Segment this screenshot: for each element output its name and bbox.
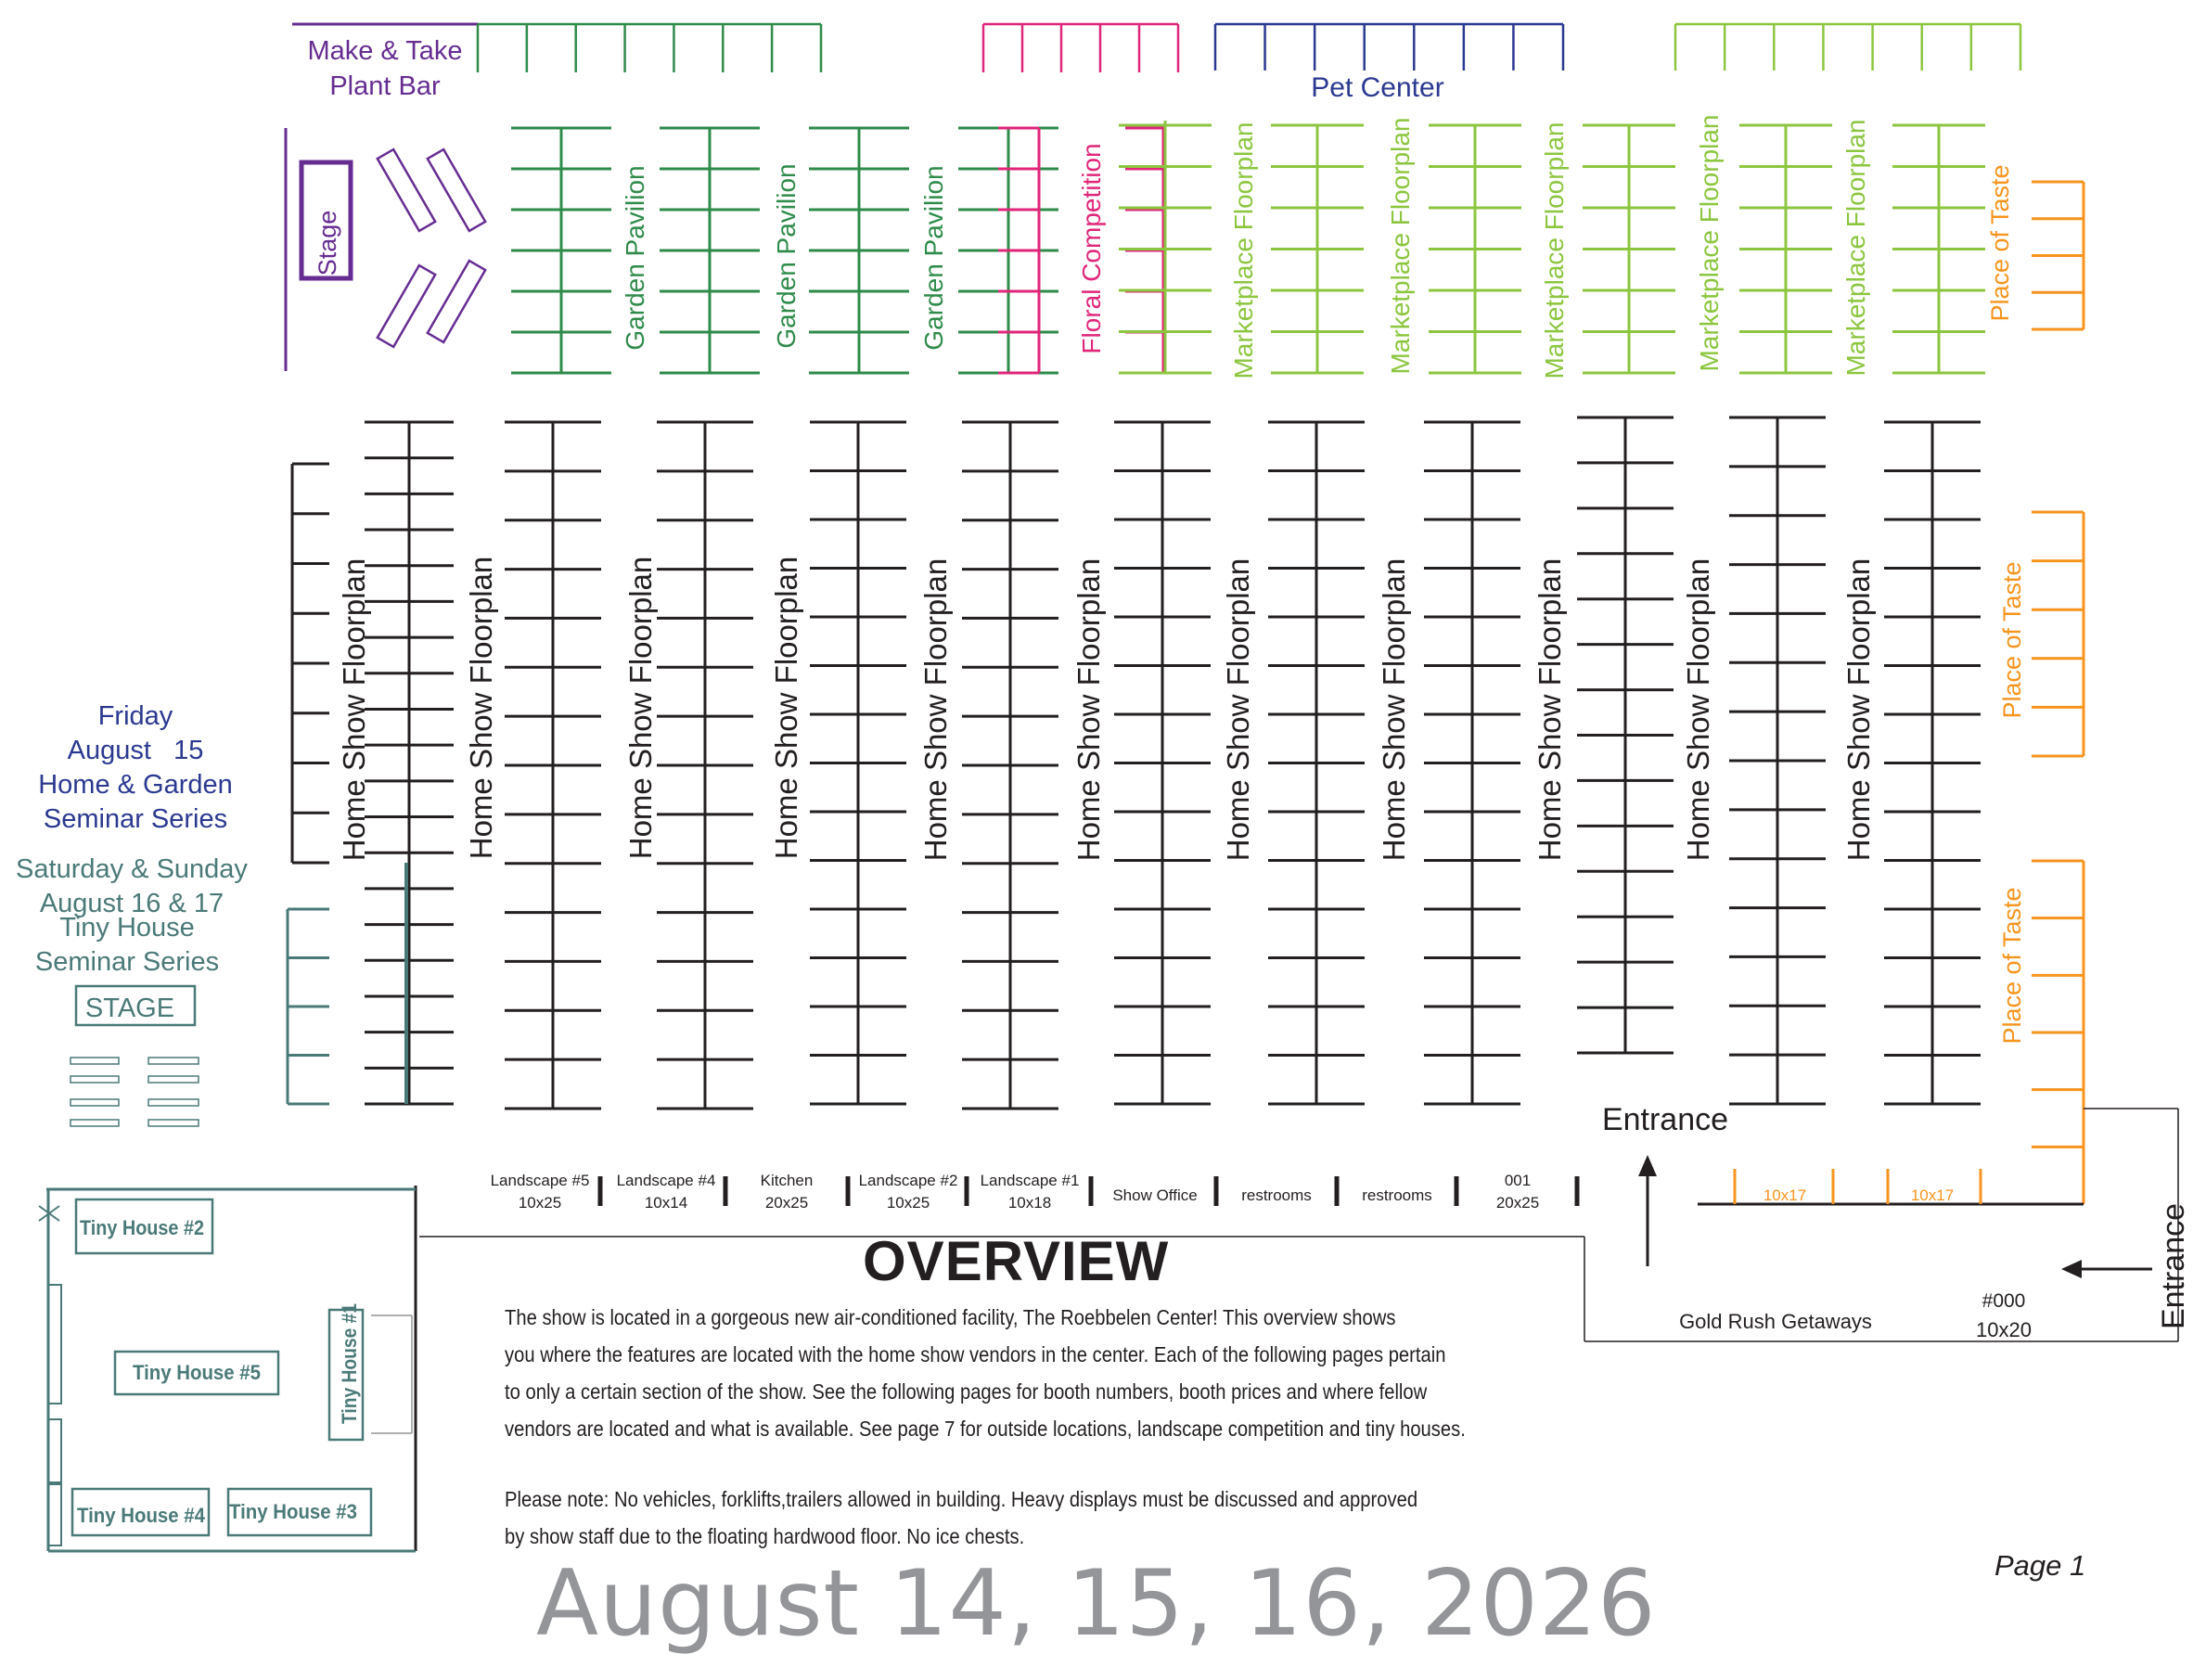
tiny-house-5-label: Tiny House #5 <box>133 1361 261 1384</box>
booth-outline <box>148 1099 199 1106</box>
place-of-taste-label: Place of Taste <box>1998 887 2026 1045</box>
home-show-floorplan-label: Home Show Floorplan <box>337 558 371 862</box>
home-show-floorplan-label: Home Show Floorplan <box>1533 558 1567 862</box>
home-show-floorplan-label: Home Show Floorplan <box>1681 558 1715 862</box>
booth-outline <box>48 1285 61 1404</box>
bottom-booth-name: Show Office <box>1112 1186 1198 1204</box>
friday-line-2: August 15 <box>67 736 204 765</box>
booth-outline <box>71 1076 119 1083</box>
place-of-taste-label: Place of Taste <box>1998 561 2026 719</box>
stage-label: Stage <box>314 210 341 276</box>
make-take-label-1: Make & Take <box>307 36 463 66</box>
booth-outline <box>48 1419 61 1482</box>
entrance-arrow-left <box>2061 1260 2082 1278</box>
bottom-booth-name: Landscape #2 <box>858 1172 958 1189</box>
booth-outline <box>71 1099 119 1106</box>
marketplace-floorplan-label: Marketplace Floorplan <box>1386 117 1415 375</box>
friday-line-1: Friday <box>97 701 173 731</box>
booth-outline <box>378 265 435 347</box>
gold-rush-number: #000 <box>1982 1290 2026 1312</box>
entrance-arrow-up <box>1638 1155 1657 1176</box>
booth-outline <box>378 149 435 231</box>
booth-outline <box>71 1120 119 1126</box>
pet-center-label: Pet Center <box>1311 72 1444 103</box>
taste-small-1: 10x17 <box>1763 1186 1807 1204</box>
overview-title: OVERVIEW <box>863 1230 1170 1292</box>
place-of-taste-label: Place of Taste <box>1986 164 2014 322</box>
home-show-floorplan-label: Home Show Floorplan <box>1841 558 1876 862</box>
overview-line: by show staff due to the floating hardwood floor. No ice chests. <box>505 1524 1025 1548</box>
overview-paragraph-2 <box>505 1481 1418 1555</box>
page-number: Page 1 <box>1994 1549 2086 1582</box>
tiny-house-4-label: Tiny House #4 <box>77 1504 206 1527</box>
marketplace-floorplan-label: Marketplace Floorplan <box>1841 119 1870 377</box>
booth-outline <box>148 1120 199 1126</box>
home-show-floorplan-label: Home Show Floorplan <box>769 556 803 860</box>
overview-line: Please note: No vehicles, forklifts,trailers allowed in building. Heavy displays must be discussed and approved <box>505 1487 1418 1511</box>
booth-outline <box>428 149 485 231</box>
bottom-booth-size: 20x25 <box>1495 1194 1540 1212</box>
bottom-booth-name: restrooms <box>1241 1186 1312 1204</box>
tiny-seminar-line-2: Seminar Series <box>34 947 220 977</box>
floral-competition-label: Floral Competition <box>1077 143 1106 354</box>
marketplace-floorplan-label: Marketplace Floorplan <box>1229 122 1258 379</box>
make-take-label-2: Plant Bar <box>329 71 441 101</box>
weekend-line-2: August 16 & 17 <box>39 889 224 918</box>
booth-outline <box>48 1484 61 1545</box>
stage2-label: STAGE <box>84 994 175 1023</box>
taste-small-2: 10x17 <box>1910 1186 1955 1204</box>
overview-line: to only a certain section of the show. See the following pages for booth numbers, booth prices and where fellow <box>505 1379 1428 1404</box>
home-show-floorplan-label: Home Show Floorplan <box>918 558 953 862</box>
bottom-booth-size: 10x25 <box>886 1194 930 1212</box>
home-show-floorplan-label: Home Show Floorplan <box>1377 558 1411 862</box>
show-dates: August 14, 15, 16, 2026 <box>536 1551 1657 1657</box>
entrance-bottom-label: Entrance <box>1601 1102 1729 1137</box>
bottom-booth-name: Landscape #4 <box>616 1172 716 1189</box>
bottom-booth-name: restrooms <box>1362 1186 1432 1204</box>
home-show-floorplan-label: Home Show Floorplan <box>464 556 498 860</box>
garden-pavilion-label: Garden Pavilion <box>621 165 649 351</box>
section-labels <box>337 114 2026 1044</box>
gold-rush-name: Gold Rush Getaways <box>1679 1310 1872 1333</box>
tiny-seminar-line-1: Tiny House <box>59 913 195 943</box>
bottom-booth-size: 10x25 <box>518 1194 562 1212</box>
home-show-floorplan-label: Home Show Floorplan <box>623 556 658 860</box>
marketplace-floorplan-label: Marketplace Floorplan <box>1540 122 1569 379</box>
garden-pavilion-label: Garden Pavilion <box>772 163 801 349</box>
overview-body <box>505 1299 1466 1555</box>
tiny-house-3-label: Tiny House #3 <box>229 1500 357 1523</box>
bottom-booth-name: 001 <box>1504 1172 1532 1189</box>
entrance-right-label: Entrance <box>2156 1202 2191 1330</box>
bottom-booth-labels <box>491 1172 1540 1212</box>
bottom-booth-name: Landscape #5 <box>490 1172 590 1189</box>
overview-paragraph-1 <box>505 1299 1466 1447</box>
booth-outline <box>71 1058 119 1064</box>
bottom-booth-size: 10x18 <box>1007 1194 1052 1212</box>
booth-outline <box>428 261 485 342</box>
overview-line: you where the features are located with the home show vendors in the center. Each of the following pages pertain <box>505 1342 1446 1366</box>
garden-pavilion-label: Garden Pavilion <box>919 165 948 351</box>
bottom-booth-size: 10x14 <box>644 1194 688 1212</box>
booth-outline <box>148 1076 199 1083</box>
overview-line: The show is located in a gorgeous new air-conditioned facility, The Roebbelen Center! This overview shows <box>505 1305 1396 1329</box>
weekend-line-1: Saturday & Sunday <box>16 854 248 884</box>
tiny-house-2-label: Tiny House #2 <box>80 1216 204 1239</box>
booth-outline <box>148 1058 199 1064</box>
marketplace-floorplan-label: Marketplace Floorplan <box>1695 114 1724 372</box>
home-show-floorplan-label: Home Show Floorplan <box>1221 558 1255 862</box>
overview-line: vendors are located and what is available. See page 7 for outside locations, landscape competition and tiny houses. <box>505 1417 1466 1441</box>
friday-line-3: Home & Garden <box>38 770 233 800</box>
friday-line-4: Seminar Series <box>43 804 228 834</box>
gold-rush-size: 10x20 <box>1976 1318 2032 1341</box>
bottom-booth-name: Kitchen <box>760 1172 814 1189</box>
bottom-booth-size: 20x25 <box>764 1194 809 1212</box>
bottom-booth-name: Landscape #1 <box>980 1172 1080 1189</box>
home-show-floorplan-label: Home Show Floorplan <box>1071 558 1106 862</box>
tiny-house-1-label: Tiny House #1 <box>338 1286 361 1424</box>
